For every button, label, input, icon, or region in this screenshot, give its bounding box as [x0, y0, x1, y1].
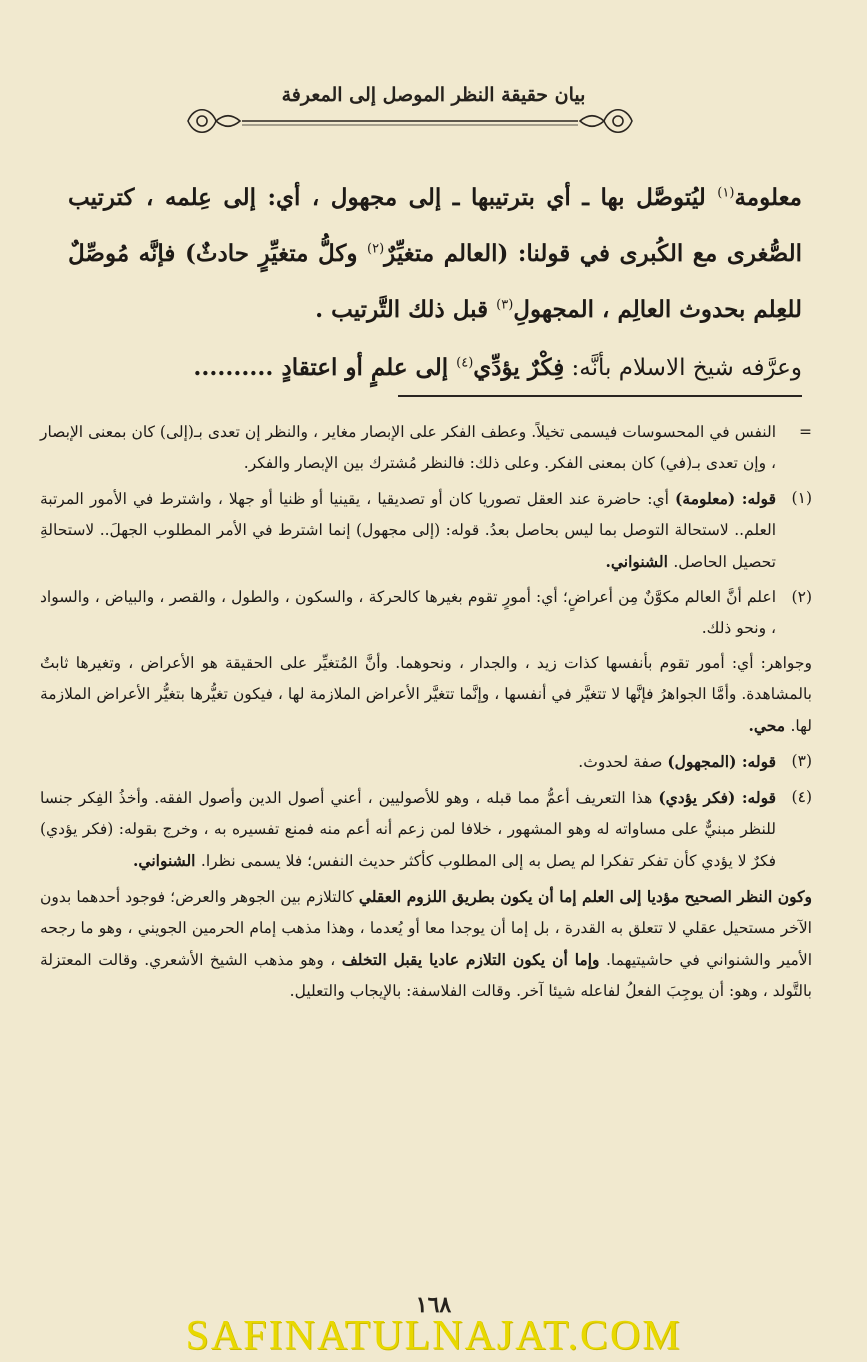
- footnote-lead: قوله: (فكر يؤدي): [658, 788, 776, 807]
- footnote-signature: محي.: [748, 716, 791, 735]
- footnote-text: صفة لحدوث.: [578, 753, 668, 771]
- footnote-2-continued: [40, 648, 812, 742]
- main-text-run: ليُتوصَّل بها ـ أي بترتيبها ـ إلى مجهول ، أي: إلى عِلمه ، كترتيب الصُّغرى مع الكُبرى في قولنا: (العالم متغيِّرٌ: [68, 184, 802, 267]
- watermark-text: SAFINATULNAJAT.COM: [185, 1313, 682, 1359]
- footnote-text: اعلم أنَّ العالم مكوَّنٌ مِن أعراضٍ؛ أي: أمورٍ تقوم بغيرها كالحركة ، والسكون ، والطول ، والقصر ، والبياض ، والسواد ، ونحو ذلك.: [40, 588, 776, 637]
- main-text-run-2: وكلُّ متغيِّرٍ حادثٌ) فإنَّه مُوصِّلٌ للعِلم بحدوث العالِم ، المجهولِ: [68, 240, 802, 323]
- footnote-number: (١): [791, 489, 812, 507]
- footnote-4-continued: [40, 881, 812, 1007]
- footnotes: [40, 417, 812, 1011]
- footnote-4: [40, 782, 812, 877]
- definition-term-2: إلى علمٍ أو اعتقادٍ: [281, 354, 457, 381]
- footnote-signature: الشنواني.: [605, 552, 674, 571]
- main-paragraph: [68, 170, 802, 338]
- footnote-2: [40, 582, 812, 644]
- footnote-separator: [398, 395, 802, 397]
- footnote-text-2: ، وهو مذهب الشيخ الأشعري. وقالت المعتزلة بالتَّولد ، وهو: أن يوجِبَ الفعلُ لفاعله شيئا آخر. وقالت الفلاسفة: بالإيجاب والتعليل.: [40, 951, 812, 1000]
- footnote-ref-1: (١): [717, 185, 735, 201]
- footnote-1: [40, 483, 812, 578]
- definition-intro: وعرَّفه شيخ الاسلام بأنَّه:: [564, 355, 802, 381]
- ornament-divider: [180, 100, 640, 142]
- page-number: ١٦٨: [415, 1292, 452, 1318]
- footnote-lead: قوله: (المجهول): [667, 752, 776, 771]
- running-title: بيان حقيقة النظر الموصل إلى المعرفة: [281, 84, 586, 106]
- definition-dots: ..........: [193, 354, 282, 381]
- footnote-3: [40, 746, 812, 778]
- footnote-lead: قوله: (معلومة): [675, 489, 776, 508]
- footnote-text: كالتلازم بين الجوهر والعرض؛ فوجود أحدهما بدون الآخر مستحيل عقلي لا تتعلق به القدرة ، بل إما أن يوجدا معا أو يُعدما ، وهذا مذهب إمام الحرمين الجويني ، وهو ما رجحه الأمير والشنواني في حاشيتيهما.: [40, 888, 812, 969]
- footnote-number: (٢): [791, 588, 812, 606]
- definition-term: فِكْرٌ يؤدِّي: [473, 354, 565, 381]
- footnote-ref-2: (٢): [367, 241, 385, 257]
- main-text-end: قبل ذلك التَّرتيب .: [315, 296, 497, 323]
- footnote-ref-4: (٤): [456, 355, 474, 371]
- footnote-text: أي: حاضرة عند العقل تصوريا كان أو تصديقيا ، يقينيا أو ظنيا أو جهلا ، واشترط في الأمور المرتبة العلم.. لاستحالة التوصل بما ليس بحاصل بعدُ. قوله: (إلى مجهول) إنما اشترط في الأمر المطلوب الجهلَ.. لاستحالةِ تحصيل الحاصل.: [40, 490, 776, 571]
- footnote-text: هذا التعريف أعمُّ مما قبله ، وهو للأصوليين ، أعني أصول الدين وأصول الفقه. وأخذُ الفِكر جنسا للنظر مبنيٌّ على مساواته له وهو المشهور ، خلافا لمن زعم أنه أعم منه فمنع تفسيره به ، وخرج بقوله: (فكر يؤدي) فكرٌ لا يؤدي كأن تفكر تفكرا لم يصل به إلى المطلوب كأكثر حديث النفس؛ فلا يسمى نظرا.: [40, 789, 776, 870]
- footnote-continuation: [40, 417, 812, 479]
- continuation-marker: =: [799, 423, 812, 441]
- footnote-ref-3: (٣): [496, 297, 514, 313]
- footnote-signature: الشنواني.: [133, 851, 201, 870]
- continuation-text: النفس في المحسوسات فيسمى تخيلاً. وعطف الفكر على الإبصار مغاير ، والنظر إن تعدى بـ(إلى) كان بمعنى الإبصار ، وإن تعدى بـ(في) كان بمعنى الفكر. وعلى ذلك: فالنظر مُشترك بين الإبصار والفكر.: [40, 423, 777, 472]
- footnote-number: (٣): [791, 752, 812, 770]
- main-text: [68, 170, 802, 396]
- footnote-text: وجواهر: أي: أمور تقوم بأنفسها كذات زيد ، والجدار ، ونحوهما. وأنَّ المُتغيِّر على الحقيقة هو الأعراض ، وتغيرها ثابتٌ بالمشاهدة. وأمَّا الجواهرُ فإنَّها لا تتغيَّر في أنفسها ، وإنَّما تتغيَّر الأعراض الملازمة لها ، فيكون تغيُّرها بتغيُّر الأعراض الملازمة لها.: [40, 654, 812, 735]
- definition-line: [68, 340, 802, 396]
- footnote-number: (٤): [791, 788, 812, 806]
- footnote-bold-run-2: وإما أن يكون التلازم عاديا يقبل التخلف: [341, 950, 600, 969]
- footnote-bold-run: وكون النظر الصحيح مؤديا إلى العلم إما أن يكون بطريق اللزوم العقلي: [358, 887, 812, 906]
- main-term-bold: معلومة: [734, 184, 802, 211]
